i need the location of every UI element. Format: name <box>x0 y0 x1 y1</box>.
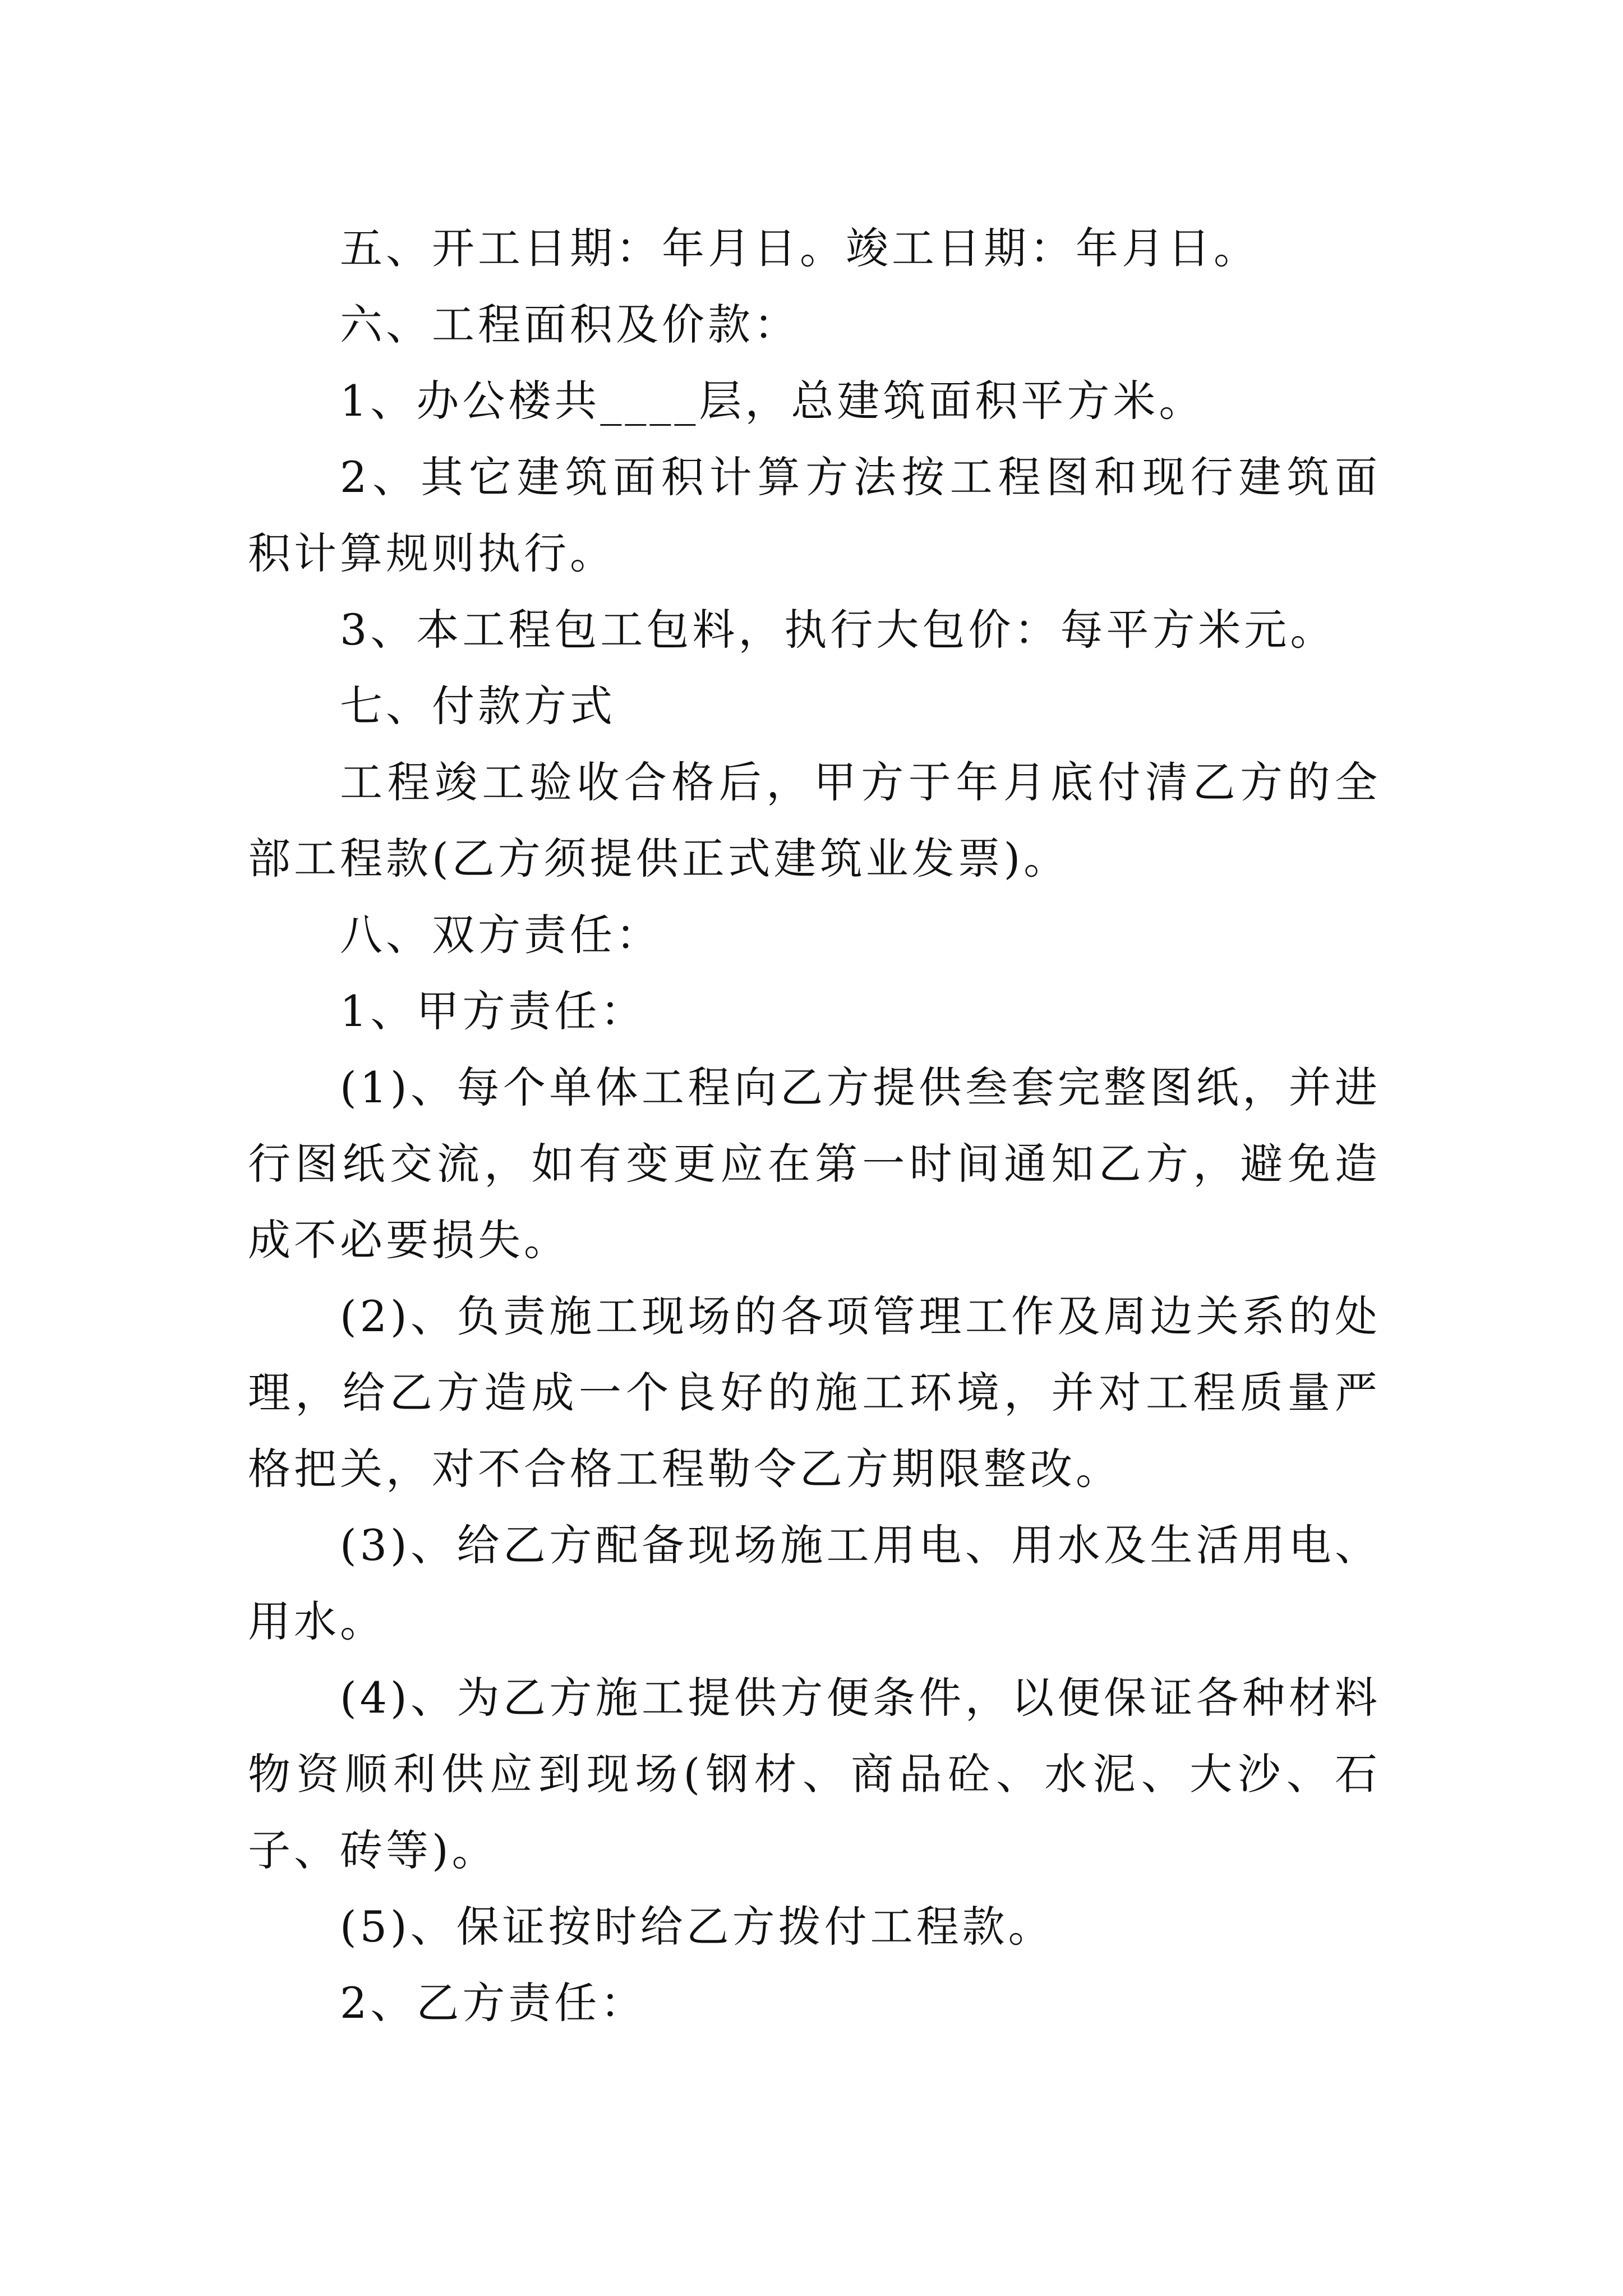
paragraph-section-8-heading: 八、双方责任： <box>340 910 662 960</box>
paragraph-section-7-heading: 七、付款方式 <box>340 681 616 731</box>
paragraph-office-floors: 1、办公楼共____层，总建筑面积平方米。 <box>340 376 1205 426</box>
paragraph-party-a-item-3: (3)、给乙方配备现场施工用电、用水及生活用电、用水。 <box>248 1520 1381 1646</box>
paragraph-area-calculation: 2、其它建筑面积计算方法按工程图和现行建筑面积计算规则执行。 <box>248 452 1381 578</box>
paragraph-party-a-item-5: (5)、保证按时给乙方拨付工程款。 <box>340 1902 1054 1952</box>
paragraph-payment-terms: 工程竣工验收合格后，甲方于年月底付清乙方的全部工程款(乙方须提供正式建筑业发票)。 <box>248 757 1381 884</box>
paragraph-contract-price: 3、本工程包工包料，执行大包价：每平方米元。 <box>340 605 1336 655</box>
paragraph-start-date: 五、开工日期：年月日。竣工日期：年月日。 <box>340 223 1260 273</box>
paragraph-party-a-item-4: (4)、为乙方施工提供方便条件，以便保证各种材料物资顺利供应到现场(钢材、商品砼、水泥、大沙、石子、砖等)。 <box>248 1673 1381 1875</box>
paragraph-party-a-heading: 1、甲方责任： <box>340 986 647 1036</box>
paragraph-party-a-item-2: (2)、负责施工现场的各项管理工作及周边关系的处理，给乙方造成一个良好的施工环境，并对工程质量严格把关，对不合格工程勒令乙方期限整改。 <box>248 1291 1381 1494</box>
document-body <box>248 210 1381 2041</box>
paragraph-party-b-heading: 2、乙方责任： <box>340 1978 647 2028</box>
paragraph-section-6-heading: 六、工程面积及价款： <box>340 300 800 349</box>
paragraph-party-a-item-1: (1)、每个单体工程向乙方提供叁套完整图纸，并进行图纸交流，如有变更应在第一时间通知乙方，避免造成不必要损失。 <box>248 1062 1381 1265</box>
